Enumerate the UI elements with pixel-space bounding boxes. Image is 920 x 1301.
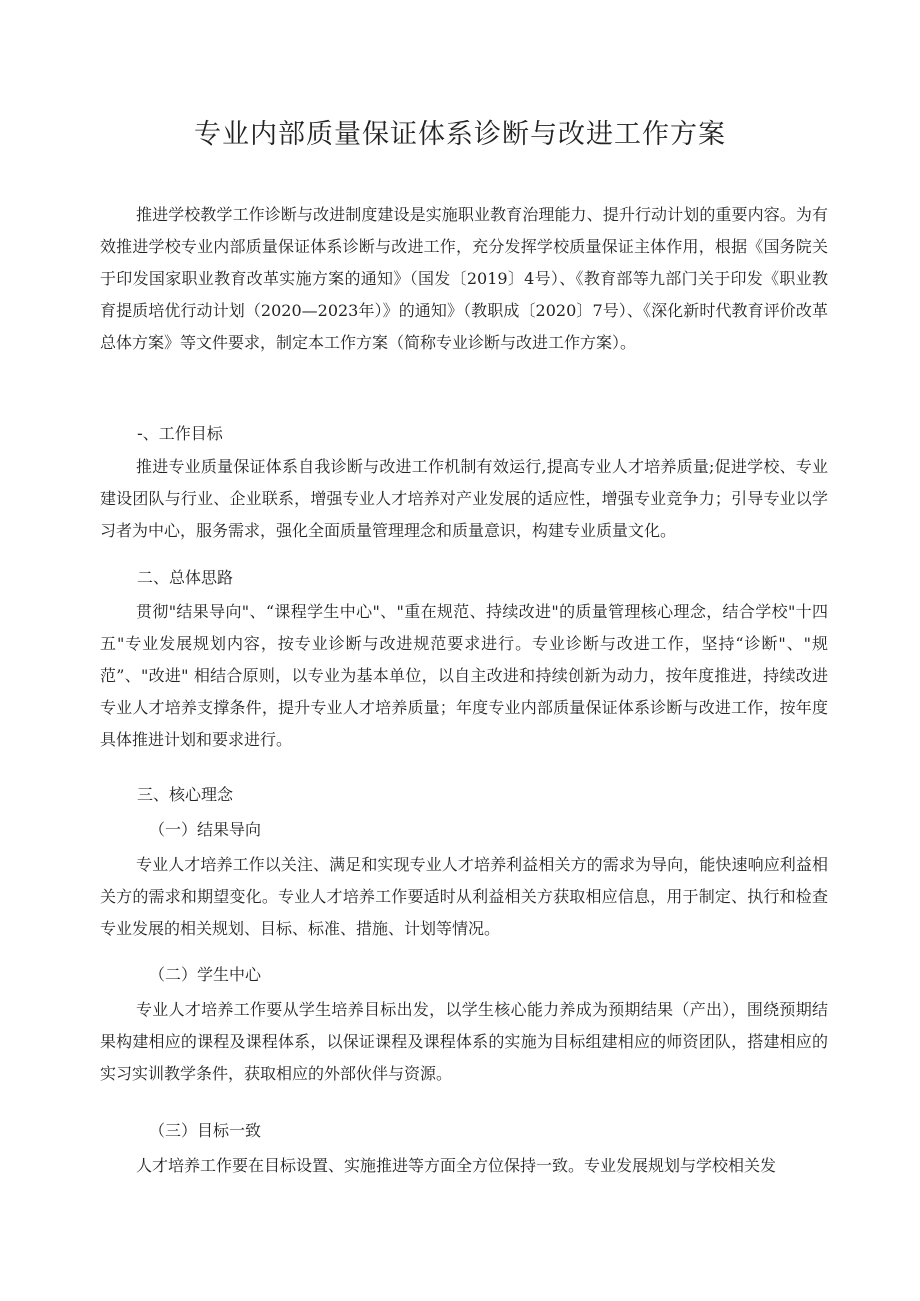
section-heading-concepts: 三、核心理念 bbox=[137, 785, 234, 804]
subsection-heading-alignment: （三）目标一致 bbox=[149, 1121, 262, 1140]
subsection-paragraph-students: 专业人才培养工作要从学生培养目标出发，以学生核心能力养成为预期结果（产出），围绕预期结果构建相应的课程及课程体系，以保证课程及课程体系的实施为目标组建相应的师资团队，搭建相应的实习实训教学条件，获取相应的外部伙伴与资源。 bbox=[100, 1000, 828, 1083]
section-paragraph-goals: 推进专业质量保证体系自我诊断与改进工作机制有效运行,提高专业人才培养质量;促进学校、专业建设团队与行业、企业联系，增强专业人才培养对产业发展的适应性，增强专业竞争力；引导专业以学习者为中心，服务需求，强化全面质量管理理念和质量意识，构建专业质量文化。 bbox=[100, 457, 828, 540]
subsection-heading-results: （一）结果导向 bbox=[149, 820, 262, 839]
section-heading-goals: -、工作目标 bbox=[137, 424, 223, 443]
subsection-paragraph-alignment: 人才培养工作要在目标设置、实施推进等方面全方位保持一致。专业发展规划与学校相关发 bbox=[136, 1156, 777, 1175]
section-heading-approach: 二、总体思路 bbox=[137, 568, 234, 587]
subsection-paragraph-results: 专业人才培养工作以关注、满足和实现专业人才培养利益相关方的需求为导向，能快速响应利益相关方的需求和期望变化。专业人才培养工作要适时从利益相关方获取相应信息，用于制定、执行和检查专业发展的相关规划、目标、标准、措施、计划等情况。 bbox=[100, 855, 828, 938]
intro-paragraph: 推进学校教学工作诊断与改进制度建设是实施职业教育治理能力、提升行动计划的重要内容。为有效推进学校专业内部质量保证体系诊断与改进工作，充分发挥学校质量保证主体作用，根据《国务院关于印发国家职业教育改革实施方案的通知》（国发〔2019〕4号）、《教育部等九部门关于印发《职业教育提质培优行动计划（2020—2023年）》的通知》（教职成〔2020〕7号）、《深化新时代教育评价改革总体方案》等文件要求，制定本工作方案（简称专业诊断与改进工作方案）。 bbox=[100, 205, 828, 352]
section-paragraph-approach: 贯彻"结果导向"、“课程学生中心"、"重在规范、持续改进"的质量管理核心理念，结合学校"十四五"专业发展规划内容，按专业诊断与改进规范要求进行。专业诊断与改进工作，坚持“诊断"、"规范”、"改进" 相结合原则，以专业为基本单位，以自主改进和持续创新为动力，按年度推进，持续改进专业人才培养支撑条件，提升专业人才培养质量；年度专业内部质量保证体系诊断与改进工作，按年度具体推进计划和要求进行。 bbox=[100, 602, 828, 749]
page-title: 专业内部质量保证体系诊断与改进工作方案 bbox=[194, 119, 726, 150]
subsection-heading-students: （二）学生中心 bbox=[149, 965, 262, 984]
